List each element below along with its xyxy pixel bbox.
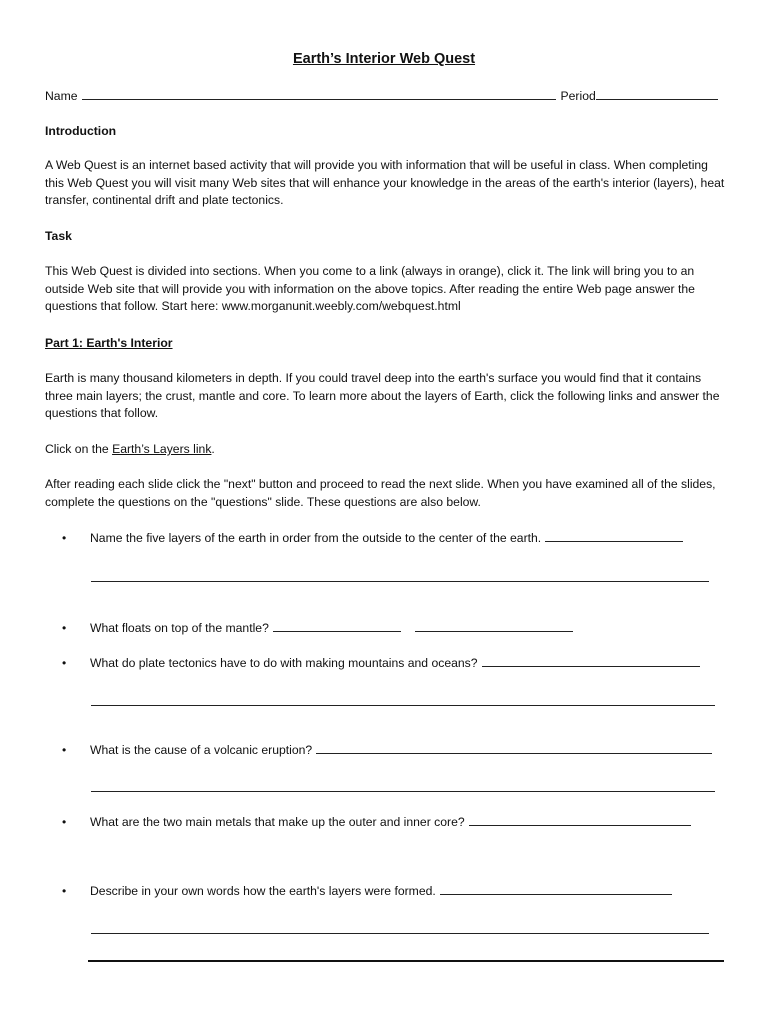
question-item <box>62 654 730 673</box>
bullet: • <box>62 815 67 829</box>
task-heading: Task <box>45 229 72 243</box>
question-item <box>62 882 730 901</box>
part1-title: Part 1: Earth's Interior <box>45 336 173 350</box>
introduction-text: A Web Quest is an internet based activity that will provide you with information that will be useful in class. When completing this Web Quest you will visit many Web sites that will enhance your knowledge in the areas of the earth's interior (layers), heat transfer, continental drift and plate tectonics. <box>45 158 725 207</box>
bullet: • <box>62 656 67 670</box>
task-text: This Web Quest is divided into sections. When you come to a link (always in orange), click it. The link will bring you to an outside Web site that will provide you with information on the above topics. After reading the entire Web page answer the questions that follow. Start here: www.morganunit.weebly.com/webquest.html <box>45 264 695 313</box>
bullet: • <box>62 531 67 545</box>
name-field[interactable] <box>82 87 556 100</box>
answer-line[interactable] <box>91 704 715 706</box>
answer-line[interactable] <box>91 932 709 934</box>
bullet: • <box>62 884 67 898</box>
answer-field[interactable] <box>273 619 401 632</box>
bullet: • <box>62 621 67 635</box>
answer-field[interactable] <box>482 654 700 667</box>
part1-intro: Earth is many thousand kilometers in depth. If you could travel deep into the earth's surface you would find that it contains three main layers; the crust, mantle and core. To learn more about the layers of Earth, click the following links and answer the questions that follow. <box>45 371 720 420</box>
period-field[interactable] <box>596 87 718 100</box>
earths-layers-link[interactable]: Earth’s Layers link <box>112 442 212 456</box>
bullet: • <box>62 743 67 757</box>
answer-field[interactable] <box>440 882 672 895</box>
answer-line[interactable] <box>91 790 715 792</box>
answer-field[interactable] <box>415 619 573 632</box>
name-label: Name <box>45 89 78 103</box>
question-item <box>62 813 730 832</box>
period-label: Period <box>560 89 596 103</box>
answer-line[interactable] <box>91 580 709 582</box>
click-prefix: Click on the <box>45 442 113 456</box>
answer-field[interactable] <box>545 529 683 542</box>
click-suffix: . <box>211 442 215 456</box>
question-text: Describe in your own words how the earth's layers were formed. <box>90 884 436 898</box>
question-item <box>62 741 730 760</box>
question-item <box>62 529 730 548</box>
click-instruction <box>45 441 725 459</box>
question-text: What do plate tectonics have to do with making mountains and oceans? <box>90 656 478 670</box>
introduction-heading: Introduction <box>45 124 117 138</box>
question-text: Name the five layers of the earth in order from the outside to the center of the earth. <box>90 531 542 545</box>
question-item <box>62 619 730 638</box>
question-text: What are the two main metals that make up the outer and inner core? <box>90 815 465 829</box>
name-period-row <box>45 87 725 106</box>
question-text: What is the cause of a volcanic eruption? <box>90 743 313 757</box>
answer-field[interactable] <box>469 813 691 826</box>
slide-instructions: After reading each slide click the "next" button and proceed to read the next slide. When you have examined all of the slides, complete the questions on the "questions" slide. These questions are also below. <box>45 477 716 509</box>
page-title: Earth’s Interior Web Quest <box>292 51 476 67</box>
question-text: What floats on top of the mantle? <box>90 621 269 635</box>
answer-field[interactable] <box>316 741 712 754</box>
bottom-divider <box>88 960 724 962</box>
